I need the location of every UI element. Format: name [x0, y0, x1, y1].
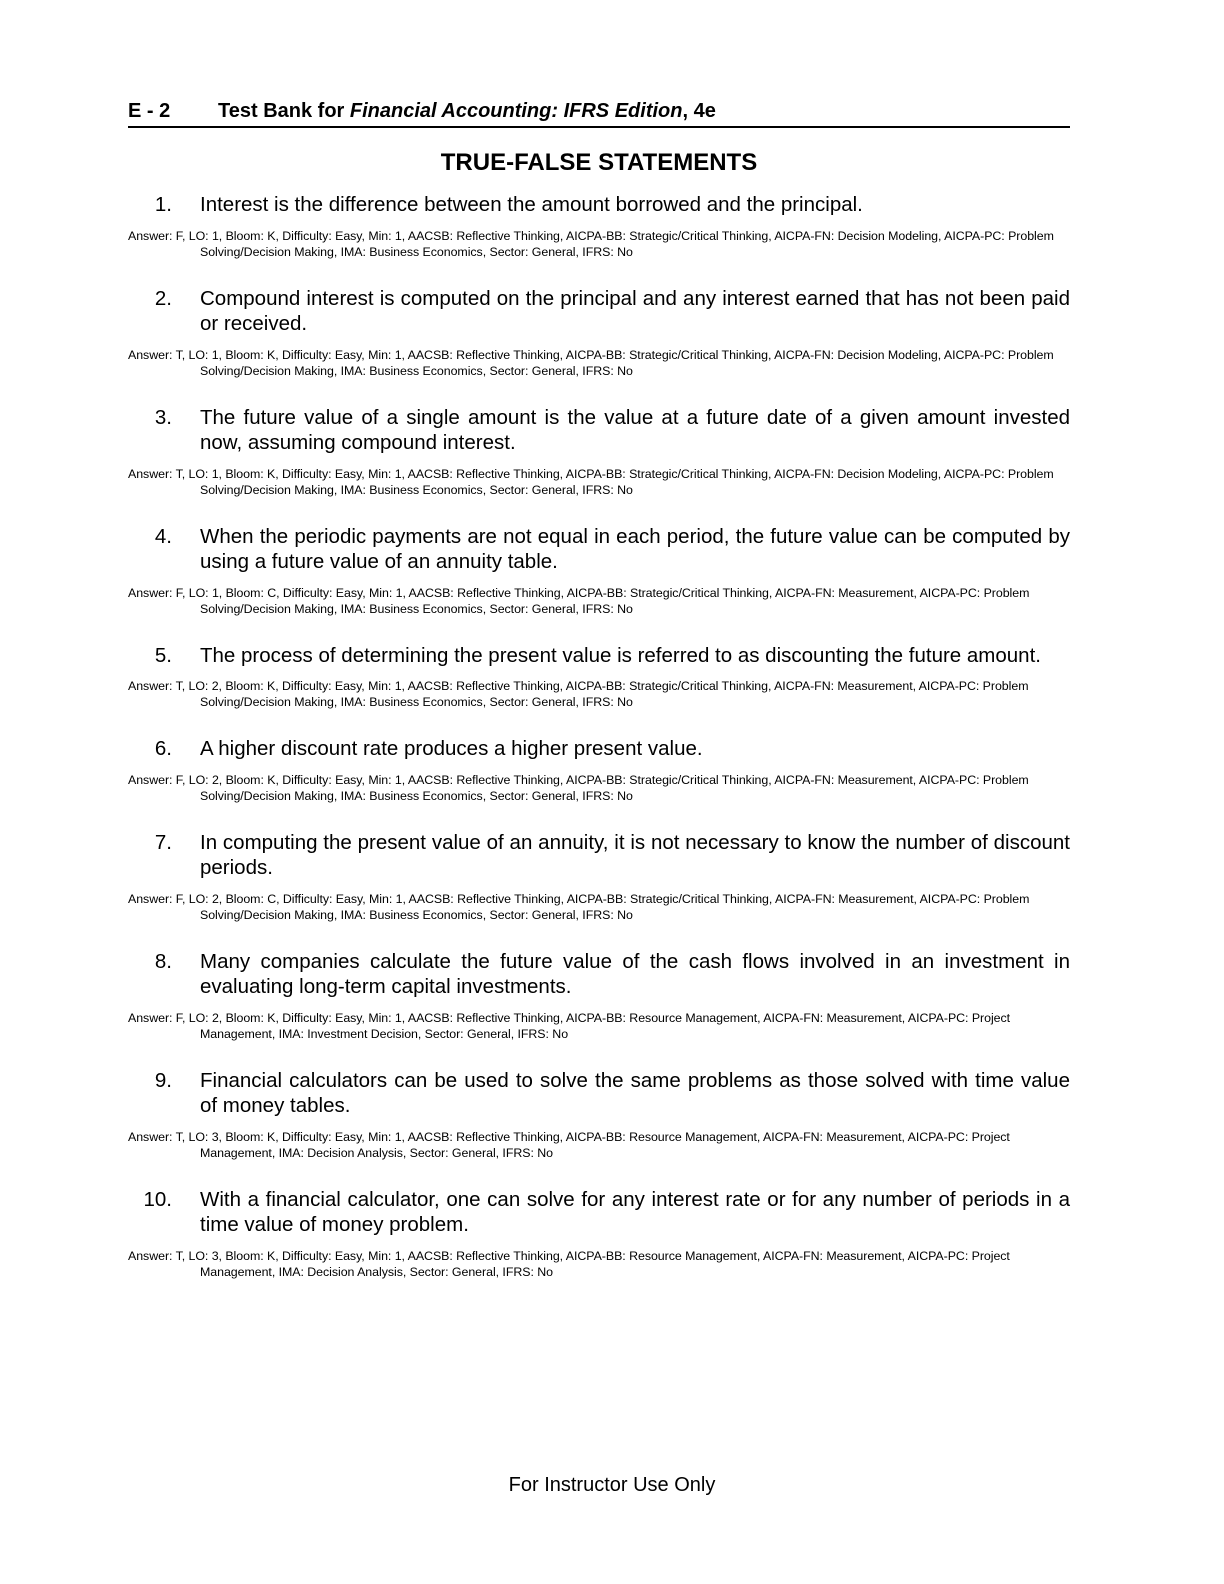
question-item	[128, 524, 1070, 617]
question-item	[128, 643, 1070, 711]
question-list	[128, 192, 1070, 1280]
answer-metadata: Answer: F, LO: 1, Bloom: C, Difficulty: Easy, Min: 1, AACSB: Reflective Thinking, AICPA-BB: Strategic/Critical Thinking, AICPA-FN: Measurement, AICPA-PC: Problem Solving/Decision Making, IMA: Business Economics, Sector: General, IFRS: No	[128, 585, 1030, 616]
question-number: 9.	[154, 1068, 172, 1092]
answer-metadata: Answer: F, LO: 1, Bloom: K, Difficulty: Easy, Min: 1, AACSB: Reflective Thinking, AICPA-BB: Strategic/Critical Thinking, AICPA-FN: Decision Modeling, AICPA-PC: Problem Solving/Decision Making, IMA: Business Economics, Sector: General, IFRS: No	[128, 228, 1054, 259]
question-text: The process of determining the present value is referred to as discounting the future amount.	[200, 643, 1041, 667]
answer-metadata: Answer: T, LO: 1, Bloom: K, Difficulty: Easy, Min: 1, AACSB: Reflective Thinking, AICPA-BB: Strategic/Critical Thinking, AICPA-FN: Decision Modeling, AICPA-PC: Problem Solving/Decision Making, IMA: Business Economics, Sector: General, IFRS: No	[128, 347, 1054, 378]
header-title-book: Financial Accounting: IFRS Edition	[349, 100, 683, 122]
question-statement	[128, 949, 1070, 1000]
question-number: 7.	[154, 830, 172, 854]
question-number: 2.	[154, 286, 172, 310]
question-statement	[128, 1068, 1070, 1119]
page-header	[128, 98, 1070, 128]
question-item	[128, 192, 1070, 260]
question-item	[128, 736, 1070, 804]
question-number: 6.	[154, 737, 172, 760]
question-item	[128, 1068, 1070, 1161]
answer-metadata: Answer: T, LO: 1, Bloom: K, Difficulty: Easy, Min: 1, AACSB: Reflective Thinking, AICPA-BB: Strategic/Critical Thinking, AICPA-FN: Decision Modeling, AICPA-PC: Problem Solving/Decision Making, IMA: Business Economics, Sector: General, IFRS: No	[128, 466, 1054, 497]
answer-metadata: Answer: T, LO: 3, Bloom: K, Difficulty: Easy, Min: 1, AACSB: Reflective Thinking, AICPA-BB: Resource Management, AICPA-FN: Measurement, AICPA-PC: Project Management, IMA: Decision Analysis, Sector: General, IFRS: No	[128, 1248, 1010, 1279]
question-text: Financial calculators can be used to solve the same problems as those solved with time value of money tables.	[200, 1068, 1070, 1117]
question-text: Interest is the difference between the amount borrowed and the principal.	[200, 193, 863, 216]
question-statement	[128, 405, 1070, 456]
answer-metadata: Answer: F, LO: 2, Bloom: K, Difficulty: Easy, Min: 1, AACSB: Reflective Thinking, AICPA-BB: Resource Management, AICPA-FN: Measurement, AICPA-PC: Project Management, IMA: Investment Decision, Sector: General, IFRS: No	[128, 1010, 1011, 1041]
page-footer: For Instructor Use Only	[508, 1474, 716, 1496]
question-number: 10.	[143, 1187, 172, 1211]
question-item	[128, 1187, 1070, 1280]
question-statement	[128, 524, 1070, 575]
question-text: When the periodic payments are not equal in each period, the future value can be computed by using a future value of an annuity table.	[200, 524, 1070, 573]
header-title-prefix: Test Bank for	[218, 100, 350, 122]
section-title: TRUE-FALSE STATEMENTS	[440, 149, 758, 176]
question-text: In computing the present value of an annuity, it is not necessary to know the number of discount periods.	[200, 830, 1070, 879]
question-statement	[128, 830, 1070, 881]
question-number: 1.	[154, 193, 172, 216]
question-number: 8.	[154, 949, 172, 973]
question-number: 4.	[154, 524, 172, 548]
question-number: 3.	[154, 405, 172, 429]
question-item	[128, 405, 1070, 498]
question-statement	[128, 736, 1070, 762]
question-statement	[128, 643, 1070, 669]
question-statement	[128, 192, 1070, 218]
question-item	[128, 949, 1070, 1042]
page-number: E - 2	[128, 100, 171, 122]
question-text: A higher discount rate produces a higher present value.	[200, 737, 703, 760]
question-text: With a financial calculator, one can solve for any interest rate or for any number of periods in a time value of money problem.	[200, 1187, 1070, 1236]
answer-metadata: Answer: T, LO: 2, Bloom: K, Difficulty: Easy, Min: 1, AACSB: Reflective Thinking, AICPA-BB: Strategic/Critical Thinking, AICPA-FN: Measurement, AICPA-PC: Problem Solving/Decision Making, IMA: Business Economics, Sector: General, IFRS: No	[128, 679, 1029, 709]
question-text: Many companies calculate the future value of the cash flows involved in an investment in evaluating long-term capital investments.	[200, 949, 1070, 998]
question-text: The future value of a single amount is the value at a future date of a given amount invested now, assuming compound interest.	[200, 405, 1070, 454]
header-title	[218, 100, 716, 122]
answer-metadata: Answer: F, LO: 2, Bloom: C, Difficulty: Easy, Min: 1, AACSB: Reflective Thinking, AICPA-BB: Strategic/Critical Thinking, AICPA-FN: Measurement, AICPA-PC: Problem Solving/Decision Making, IMA: Business Economics, Sector: General, IFRS: No	[128, 891, 1030, 922]
question-text: Compound interest is computed on the principal and any interest earned that has not been paid or received.	[200, 286, 1070, 335]
question-statement	[128, 286, 1070, 337]
header-title-suffix: , 4e	[682, 100, 716, 122]
answer-metadata: Answer: F, LO: 2, Bloom: K, Difficulty: Easy, Min: 1, AACSB: Reflective Thinking, AICPA-BB: Strategic/Critical Thinking, AICPA-FN: Measurement, AICPA-PC: Problem Solving/Decision Making, IMA: Business Economics, Sector: General, IFRS: No	[128, 772, 1029, 803]
answer-metadata: Answer: T, LO: 3, Bloom: K, Difficulty: Easy, Min: 1, AACSB: Reflective Thinking, AICPA-BB: Resource Management, AICPA-FN: Measurement, AICPA-PC: Project Management, IMA: Decision Analysis, Sector: General, IFRS: No	[128, 1129, 1010, 1160]
question-number: 5.	[154, 643, 172, 667]
question-item	[128, 830, 1070, 923]
question-item	[128, 286, 1070, 379]
question-statement	[128, 1187, 1070, 1238]
